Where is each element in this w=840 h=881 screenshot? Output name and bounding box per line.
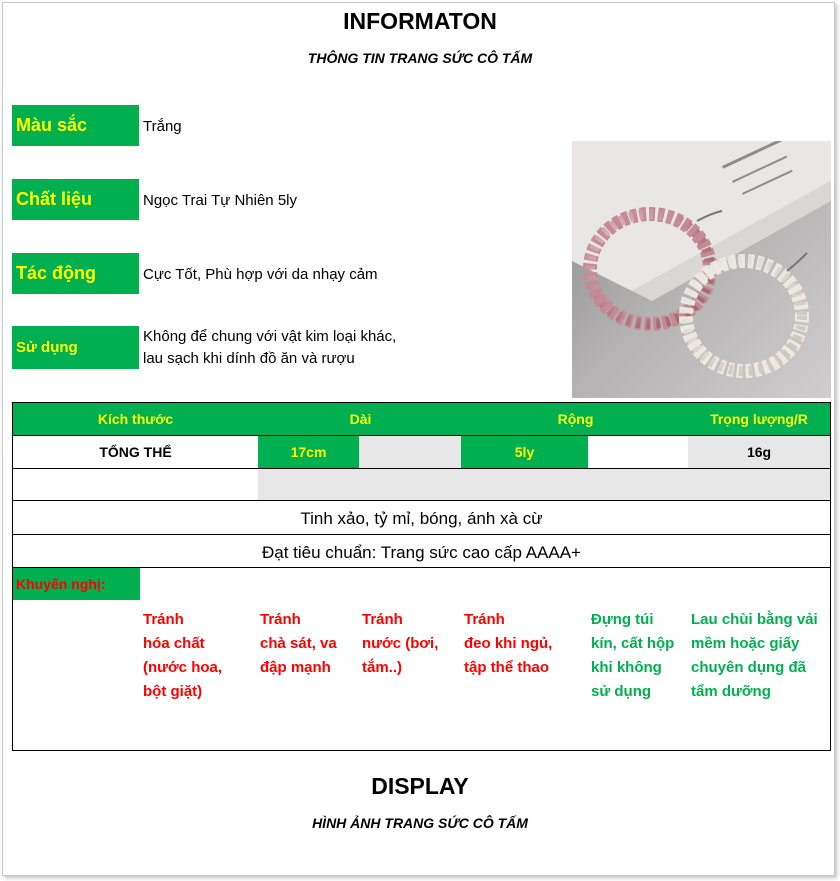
width-value: 5ly: [461, 436, 588, 468]
size-table: [12, 402, 831, 751]
value-color: Trắng: [143, 118, 182, 135]
rec-line: bột giặt): [143, 683, 203, 700]
label-effect: Tác động: [12, 253, 139, 294]
rec-item-water: [362, 608, 438, 680]
label-color: Màu sắc: [12, 105, 139, 146]
row-label-overall: TỔNG THỂ: [99, 444, 172, 460]
rec-item-storage: [591, 608, 674, 704]
rec-line: chà sát, va: [260, 635, 337, 652]
rec-line: kín, cất hộp: [591, 635, 675, 652]
value-usage-line1: Không để chung với vật kim loại khác,: [143, 328, 397, 345]
value-effect: Cực Tốt, Phù hợp với da nhạy cảm: [143, 266, 378, 283]
header-weight: Trọng lượng/R: [710, 411, 808, 427]
rec-line: Tránh: [464, 611, 505, 628]
value-usage-line2: lau sạch khi dính đồ ăn và rượu: [143, 350, 355, 367]
rec-line: tắm..): [362, 659, 403, 676]
rec-item-abrasion: [260, 608, 337, 680]
width-blank: [588, 436, 688, 468]
pearl-bracelet-photo: [572, 141, 831, 398]
rec-line: Tránh: [362, 611, 403, 628]
quality-line-1: Tinh xảo, tỷ mỉ, bóng, ánh xà cừ: [300, 509, 543, 528]
page-subtitle: THÔNG TIN TRANG SỨC CÔ TẤM: [307, 50, 533, 66]
recommendation-label: Khuyến nghị:: [13, 568, 140, 600]
label-material: Chất liệu: [12, 179, 139, 220]
quality-line-2: Đạt tiêu chuẩn: Trang sức cao cấp AAAA+: [262, 543, 581, 562]
header-size: Kích thước: [97, 411, 174, 427]
rec-line: nước (bơi,: [362, 635, 439, 652]
display-subtitle: HÌNH ẢNH TRANG SỨC CÔ TẤM: [312, 815, 528, 831]
display-title: DISPLAY: [371, 773, 469, 799]
page-title: INFORMATON: [343, 8, 497, 34]
label-usage: Sử dụng: [12, 326, 139, 369]
rec-line: khi không: [591, 659, 662, 676]
rec-line: Lau chùi bằng vải: [691, 611, 818, 628]
header-length: Dài: [349, 411, 372, 427]
rec-line: Tránh: [260, 611, 301, 628]
weight-value: 16g: [688, 436, 830, 468]
bracelet-illustration: [572, 141, 831, 398]
rec-line: Đựng túi: [591, 611, 654, 628]
length-value: 17cm: [258, 436, 359, 468]
divider: [13, 500, 830, 501]
rec-item-sleep: [464, 608, 552, 680]
rec-line: chuyên dụng đã: [691, 659, 807, 676]
rec-item-chemicals: [143, 608, 222, 704]
rec-line: sử dụng: [591, 683, 652, 700]
length-blank: [359, 436, 461, 468]
blank-gray-row: [258, 469, 830, 500]
rec-line: đeo khi ngủ,: [464, 635, 553, 652]
rec-line: hóa chất: [143, 635, 205, 652]
rec-line: Tránh: [143, 611, 184, 628]
header-width: Rộng: [557, 411, 594, 427]
rec-item-cleaning: [691, 608, 818, 704]
value-usage: [143, 326, 396, 370]
rec-line: tập thể thao: [464, 659, 549, 676]
rec-line: mềm hoặc giấy: [691, 635, 800, 652]
rec-line: tẩm dưỡng: [691, 683, 771, 700]
rec-line: (nước hoa,: [143, 659, 223, 676]
rec-line: đập mạnh: [260, 659, 331, 676]
divider: [13, 534, 830, 535]
value-material: Ngọc Trai Tự Nhiên 5ly: [143, 192, 297, 209]
